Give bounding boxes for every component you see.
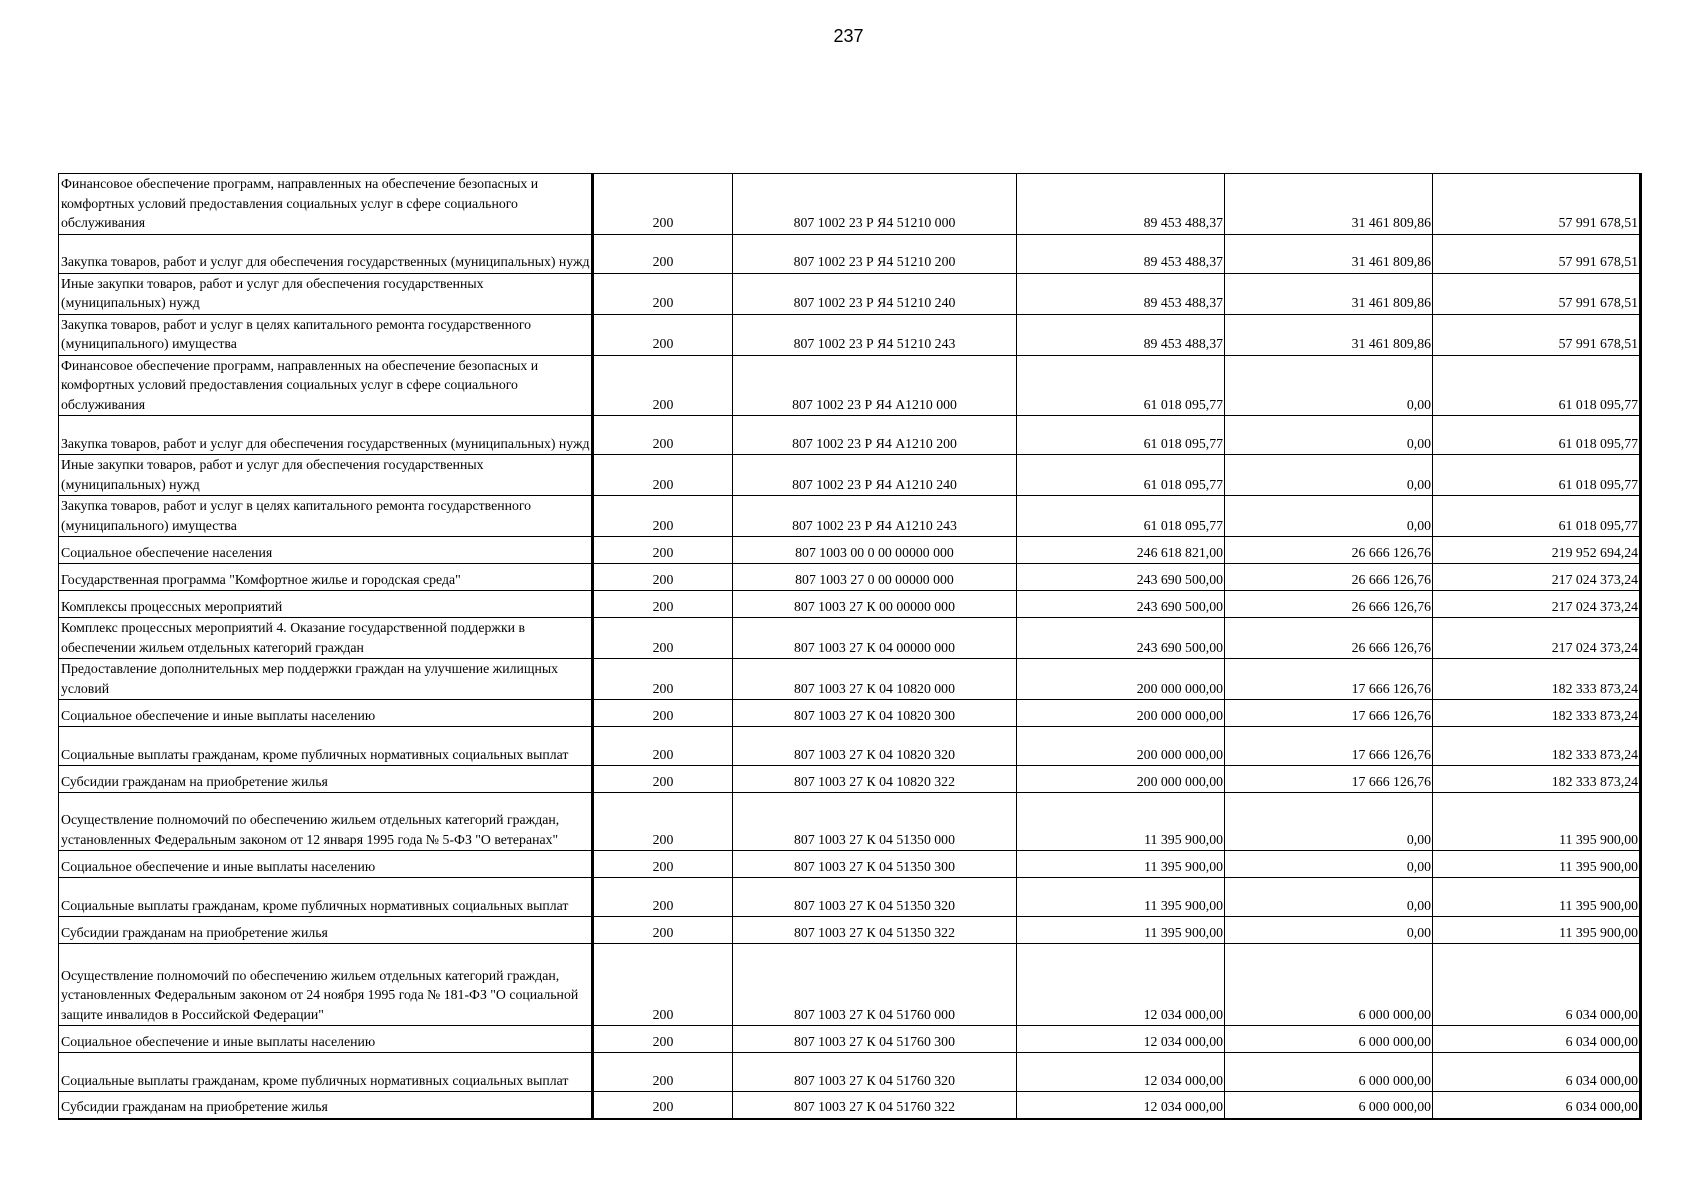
row-approved: 11 395 900,00	[1017, 878, 1225, 917]
row-code: 200	[593, 496, 733, 537]
row-approved: 12 034 000,00	[1017, 944, 1225, 1026]
row-unexecuted: 182 333 873,24	[1433, 766, 1641, 793]
row-name: Социальные выплаты гражданам, кроме публичных нормативных социальных выплат	[59, 727, 593, 766]
table-row	[59, 537, 1641, 564]
row-code: 200	[593, 455, 733, 496]
row-executed: 0,00	[1225, 455, 1433, 496]
row-kbk: 807 1003 27 0 00 00000 000	[733, 564, 1017, 591]
row-approved: 200 000 000,00	[1017, 700, 1225, 727]
row-unexecuted: 6 034 000,00	[1433, 1092, 1641, 1119]
row-kbk: 807 1002 23 Р Я4 51210 243	[733, 314, 1017, 355]
row-kbk: 807 1003 27 К 04 51760 300	[733, 1026, 1017, 1053]
row-kbk: 807 1002 23 Р Я4 51210 240	[733, 273, 1017, 314]
row-name: Предоставление дополнительных мер поддержки граждан на улучшение жилищных условий	[59, 659, 593, 700]
row-executed: 6 000 000,00	[1225, 1026, 1433, 1053]
row-approved: 200 000 000,00	[1017, 659, 1225, 700]
row-executed: 6 000 000,00	[1225, 1092, 1433, 1119]
row-kbk: 807 1003 27 К 04 10820 322	[733, 766, 1017, 793]
table-row	[59, 727, 1641, 766]
table-row	[59, 1053, 1641, 1092]
row-approved: 11 395 900,00	[1017, 793, 1225, 851]
row-executed: 6 000 000,00	[1225, 1053, 1433, 1092]
row-code: 200	[593, 355, 733, 416]
row-unexecuted: 182 333 873,24	[1433, 659, 1641, 700]
row-unexecuted: 61 018 095,77	[1433, 496, 1641, 537]
row-approved: 200 000 000,00	[1017, 766, 1225, 793]
row-kbk: 807 1003 27 К 04 00000 000	[733, 618, 1017, 659]
table-row	[59, 591, 1641, 618]
row-approved: 89 453 488,37	[1017, 314, 1225, 355]
row-unexecuted: 6 034 000,00	[1433, 944, 1641, 1026]
row-name: Субсидии гражданам на приобретение жилья	[59, 1092, 593, 1119]
row-code: 200	[593, 766, 733, 793]
table-row	[59, 944, 1641, 1026]
row-unexecuted: 61 018 095,77	[1433, 416, 1641, 455]
row-kbk: 807 1003 27 К 04 10820 300	[733, 700, 1017, 727]
table-row	[59, 234, 1641, 273]
row-name: Комплексы процессных мероприятий	[59, 591, 593, 618]
table-row	[59, 766, 1641, 793]
row-approved: 12 034 000,00	[1017, 1026, 1225, 1053]
row-unexecuted: 217 024 373,24	[1433, 618, 1641, 659]
table-row	[59, 1092, 1641, 1119]
row-executed: 0,00	[1225, 851, 1433, 878]
row-approved: 243 690 500,00	[1017, 564, 1225, 591]
row-code: 200	[593, 700, 733, 727]
row-unexecuted: 61 018 095,77	[1433, 355, 1641, 416]
row-kbk: 807 1003 27 К 04 51350 300	[733, 851, 1017, 878]
row-kbk: 807 1003 00 0 00 00000 000	[733, 537, 1017, 564]
row-kbk: 807 1003 27 К 00 00000 000	[733, 591, 1017, 618]
table-row	[59, 564, 1641, 591]
row-unexecuted: 6 034 000,00	[1433, 1053, 1641, 1092]
row-code: 200	[593, 1026, 733, 1053]
row-unexecuted: 217 024 373,24	[1433, 591, 1641, 618]
row-approved: 246 618 821,00	[1017, 537, 1225, 564]
row-approved: 89 453 488,37	[1017, 273, 1225, 314]
row-name: Социальные выплаты гражданам, кроме публичных нормативных социальных выплат	[59, 878, 593, 917]
row-unexecuted: 57 991 678,51	[1433, 273, 1641, 314]
row-kbk: 807 1002 23 Р Я4 51210 000	[733, 174, 1017, 235]
row-kbk: 807 1002 23 Р Я4 А1210 243	[733, 496, 1017, 537]
row-name: Социальные выплаты гражданам, кроме публичных нормативных социальных выплат	[59, 1053, 593, 1092]
row-executed: 26 666 126,76	[1225, 591, 1433, 618]
table-row	[59, 273, 1641, 314]
row-code: 200	[593, 174, 733, 235]
table-row	[59, 1026, 1641, 1053]
row-kbk: 807 1002 23 Р Я4 А1210 000	[733, 355, 1017, 416]
row-approved: 89 453 488,37	[1017, 174, 1225, 235]
row-kbk: 807 1003 27 К 04 51350 000	[733, 793, 1017, 851]
row-code: 200	[593, 273, 733, 314]
table-row	[59, 496, 1641, 537]
budget-execution-table	[58, 173, 1642, 1120]
table-row	[59, 851, 1641, 878]
row-kbk: 807 1003 27 К 04 51350 320	[733, 878, 1017, 917]
row-unexecuted: 11 395 900,00	[1433, 851, 1641, 878]
row-name: Закупка товаров, работ и услуг для обеспечения государственных (муниципальных) нужд	[59, 234, 593, 273]
row-approved: 61 018 095,77	[1017, 416, 1225, 455]
row-approved: 89 453 488,37	[1017, 234, 1225, 273]
row-executed: 17 666 126,76	[1225, 659, 1433, 700]
row-code: 200	[593, 727, 733, 766]
row-executed: 6 000 000,00	[1225, 944, 1433, 1026]
row-kbk: 807 1003 27 К 04 51760 000	[733, 944, 1017, 1026]
table-row	[59, 618, 1641, 659]
row-code: 200	[593, 851, 733, 878]
row-code: 200	[593, 659, 733, 700]
row-code: 200	[593, 618, 733, 659]
table-row	[59, 455, 1641, 496]
row-executed: 31 461 809,86	[1225, 273, 1433, 314]
table-row	[59, 659, 1641, 700]
row-code: 200	[593, 1092, 733, 1119]
row-executed: 0,00	[1225, 496, 1433, 537]
row-approved: 200 000 000,00	[1017, 727, 1225, 766]
row-code: 200	[593, 793, 733, 851]
row-kbk: 807 1002 23 Р Я4 А1210 200	[733, 416, 1017, 455]
row-name: Закупка товаров, работ и услуг в целях капитального ремонта государственного (муниципального) имущества	[59, 496, 593, 537]
row-kbk: 807 1003 27 К 04 10820 000	[733, 659, 1017, 700]
row-code: 200	[593, 234, 733, 273]
row-unexecuted: 219 952 694,24	[1433, 537, 1641, 564]
row-unexecuted: 11 395 900,00	[1433, 878, 1641, 917]
row-executed: 0,00	[1225, 878, 1433, 917]
row-unexecuted: 11 395 900,00	[1433, 793, 1641, 851]
row-kbk: 807 1002 23 Р Я4 А1210 240	[733, 455, 1017, 496]
row-unexecuted: 11 395 900,00	[1433, 917, 1641, 944]
table-row	[59, 416, 1641, 455]
row-executed: 0,00	[1225, 793, 1433, 851]
row-executed: 31 461 809,86	[1225, 314, 1433, 355]
table-row	[59, 917, 1641, 944]
row-executed: 17 666 126,76	[1225, 727, 1433, 766]
row-name: Социальное обеспечение и иные выплаты населению	[59, 1026, 593, 1053]
row-name: Финансовое обеспечение программ, направленных на обеспечение безопасных и комфортных условий предоставления социальных услуг в сфере социального обслуживания	[59, 174, 593, 235]
row-name: Закупка товаров, работ и услуг в целях капитального ремонта государственного (муниципального) имущества	[59, 314, 593, 355]
row-unexecuted: 182 333 873,24	[1433, 700, 1641, 727]
row-executed: 17 666 126,76	[1225, 700, 1433, 727]
table-row	[59, 878, 1641, 917]
row-code: 200	[593, 416, 733, 455]
row-kbk: 807 1003 27 К 04 10820 320	[733, 727, 1017, 766]
table-row	[59, 355, 1641, 416]
row-approved: 243 690 500,00	[1017, 618, 1225, 659]
row-kbk: 807 1003 27 К 04 51760 320	[733, 1053, 1017, 1092]
row-name: Государственная программа "Комфортное жилье и городская среда"	[59, 564, 593, 591]
row-executed: 31 461 809,86	[1225, 234, 1433, 273]
row-name: Осуществление полномочий по обеспечению жильем отдельных категорий граждан, установленных Федеральным законом от 12 января 1995 года № 5-ФЗ "О ветеранах"	[59, 793, 593, 851]
table-row	[59, 700, 1641, 727]
table-row	[59, 314, 1641, 355]
row-approved: 61 018 095,77	[1017, 355, 1225, 416]
row-unexecuted: 182 333 873,24	[1433, 727, 1641, 766]
row-unexecuted: 6 034 000,00	[1433, 1026, 1641, 1053]
table-row	[59, 793, 1641, 851]
page-number: 237	[833, 26, 864, 46]
row-approved: 243 690 500,00	[1017, 591, 1225, 618]
row-code: 200	[593, 564, 733, 591]
row-executed: 26 666 126,76	[1225, 537, 1433, 564]
row-executed: 0,00	[1225, 355, 1433, 416]
row-name: Субсидии гражданам на приобретение жилья	[59, 766, 593, 793]
row-kbk: 807 1003 27 К 04 51760 322	[733, 1092, 1017, 1119]
row-code: 200	[593, 537, 733, 564]
row-name: Социальное обеспечение населения	[59, 537, 593, 564]
row-code: 200	[593, 917, 733, 944]
row-name: Закупка товаров, работ и услуг для обеспечения государственных (муниципальных) нужд	[59, 416, 593, 455]
row-executed: 0,00	[1225, 416, 1433, 455]
row-approved: 61 018 095,77	[1017, 455, 1225, 496]
row-unexecuted: 217 024 373,24	[1433, 564, 1641, 591]
row-kbk: 807 1002 23 Р Я4 51210 200	[733, 234, 1017, 273]
row-approved: 12 034 000,00	[1017, 1053, 1225, 1092]
row-name: Иные закупки товаров, работ и услуг для обеспечения государственных (муниципальных) нужд	[59, 455, 593, 496]
row-approved: 61 018 095,77	[1017, 496, 1225, 537]
row-code: 200	[593, 591, 733, 618]
row-unexecuted: 61 018 095,77	[1433, 455, 1641, 496]
row-executed: 0,00	[1225, 917, 1433, 944]
row-name: Социальное обеспечение и иные выплаты населению	[59, 851, 593, 878]
row-name: Осуществление полномочий по обеспечению жильем отдельных категорий граждан, установленных Федеральным законом от 24 ноября 1995 года № 181-ФЗ "О социальной защите инвалидов в Российской Федерации"	[59, 944, 593, 1026]
row-executed: 26 666 126,76	[1225, 564, 1433, 591]
row-executed: 17 666 126,76	[1225, 766, 1433, 793]
row-unexecuted: 57 991 678,51	[1433, 234, 1641, 273]
row-name: Социальное обеспечение и иные выплаты населению	[59, 700, 593, 727]
row-approved: 11 395 900,00	[1017, 917, 1225, 944]
row-name: Финансовое обеспечение программ, направленных на обеспечение безопасных и комфортных условий предоставления социальных услуг в сфере социального обслуживания	[59, 355, 593, 416]
row-unexecuted: 57 991 678,51	[1433, 174, 1641, 235]
row-code: 200	[593, 944, 733, 1026]
row-approved: 11 395 900,00	[1017, 851, 1225, 878]
row-unexecuted: 57 991 678,51	[1433, 314, 1641, 355]
row-executed: 26 666 126,76	[1225, 618, 1433, 659]
row-executed: 31 461 809,86	[1225, 174, 1433, 235]
row-kbk: 807 1003 27 К 04 51350 322	[733, 917, 1017, 944]
table-row	[59, 174, 1641, 235]
row-name: Субсидии гражданам на приобретение жилья	[59, 917, 593, 944]
row-code: 200	[593, 1053, 733, 1092]
row-name: Иные закупки товаров, работ и услуг для обеспечения государственных (муниципальных) нужд	[59, 273, 593, 314]
row-approved: 12 034 000,00	[1017, 1092, 1225, 1119]
row-code: 200	[593, 878, 733, 917]
row-name: Комплекс процессных мероприятий 4. Оказание государственной поддержки в обеспечении жильем отдельных категорий граждан	[59, 618, 593, 659]
row-code: 200	[593, 314, 733, 355]
